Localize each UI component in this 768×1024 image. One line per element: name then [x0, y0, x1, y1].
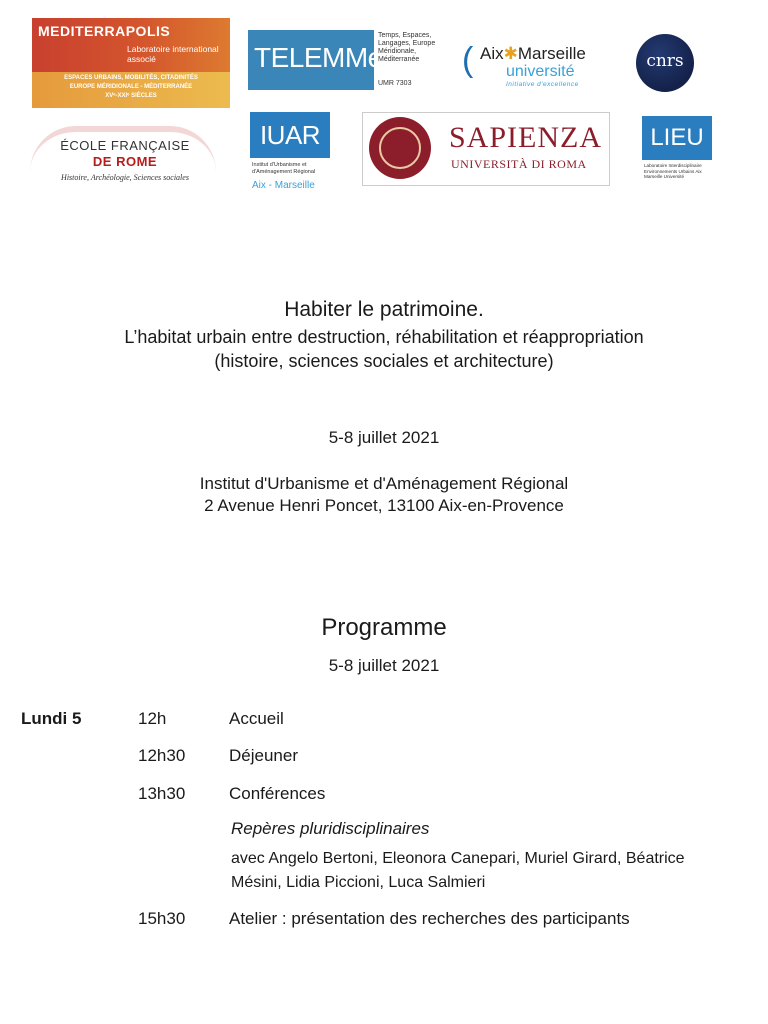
aix-marseille-universite-logo: [462, 38, 622, 94]
logo-name: MEDITERRAPOLIS: [38, 23, 171, 39]
logo-subtitle: Temps, Espaces, Langages, Europe Méridionale, Méditerranée: [378, 32, 436, 63]
schedule-activity: Atelier : présentation des recherches des participants: [229, 909, 630, 928]
document-title: Habiter le patrimoine.: [284, 298, 484, 321]
iuar-logo: [250, 112, 332, 192]
schedule-activity: Conférences: [229, 784, 326, 803]
venue-address: 2 Avenue Henri Poncet, 13100 Aix-en-Provence: [204, 496, 564, 515]
session-speakers: Mésini, Lidia Piccioni, Luca Salmieri: [231, 874, 486, 891]
logo-line: EUROPE MÉRIDIONALE - MÉDITERRANÉE: [69, 84, 193, 90]
logo-name: IUAR: [259, 120, 321, 150]
logo-name-right: Marseille: [517, 44, 586, 63]
event-dates: 5-8 juillet 2021: [328, 428, 440, 447]
logo-name: LIEU: [650, 124, 704, 151]
logo-city: Aix - Marseille: [252, 180, 315, 191]
logo-line: XVᵉ-XXIᵉ SIÈCLES: [105, 93, 157, 99]
logo-name: [480, 44, 586, 64]
logo-name: cnrs: [646, 51, 684, 71]
venue-name: Institut d'Urbanisme et d'Aménagement Régional: [199, 474, 569, 493]
schedule-time: 13h30: [138, 784, 186, 803]
schedule-time: 15h30: [138, 909, 186, 928]
schedule-time: 12h30: [138, 746, 186, 765]
schedule-activity: Déjeuner: [229, 746, 298, 765]
logo-subtitle: Institut d'Urbanisme et d'Aménagement Régional: [252, 162, 316, 175]
sapienza-logo: [362, 112, 610, 186]
cnrs-logo: [636, 34, 694, 92]
schedule-time: 12h: [138, 709, 167, 728]
programme-day: Lundi 5: [21, 709, 82, 728]
document-subtitle: L’habitat urbain entre destruction, réhabilitation et réappropriation: [124, 327, 644, 347]
lieu-logo: [642, 116, 714, 180]
logo-umr: UMR 7303: [378, 80, 412, 87]
logo-initiative: Initiative d'excellence: [506, 81, 579, 88]
programme-title: Programme: [321, 614, 447, 641]
document-subtitle: (histoire, sciences sociales et architecture): [214, 351, 554, 371]
programme-dates: 5-8 juillet 2021: [328, 656, 440, 675]
logo-name: SAPIENZA: [449, 121, 603, 154]
logo-line: ÉCOLE FRANÇAISE: [60, 138, 190, 153]
logo-bracket: (: [462, 41, 474, 79]
logo-subtitle: UNIVERSITÀ DI ROMA: [451, 157, 587, 171]
ecole-francaise-de-rome-logo: [30, 126, 220, 186]
logo-subtitle: Laboratoire Interdisciplinaire Environnements Urbains Aix Marseille Université: [644, 163, 702, 179]
logo-name: TELEMMe: [254, 42, 383, 73]
session-topic: Repères pluridisciplinaires: [231, 819, 430, 838]
logo-tagline: Histoire, Archéologie, Sciences sociales: [61, 173, 189, 182]
logo-subtitle: Laboratoire international associé: [127, 44, 219, 64]
seal-ring: [379, 127, 421, 169]
logo-line: DE ROME: [92, 154, 158, 169]
mediterrapolis-logo: [32, 18, 230, 108]
schedule-activity: Accueil: [229, 709, 284, 728]
sapienza-seal-icon: [369, 117, 431, 179]
telemme-logo: [248, 30, 458, 92]
logo-name-left: Aix: [480, 44, 504, 63]
logo-line: ESPACES URBAINS, MOBILITÉS, CITADINITÉS: [64, 75, 198, 81]
session-speakers: avec Angelo Bertoni, Eleonora Canepari, Muriel Girard, Béatrice: [231, 850, 685, 867]
star-icon: ✱: [503, 44, 518, 63]
logo-universite: université: [506, 63, 575, 80]
